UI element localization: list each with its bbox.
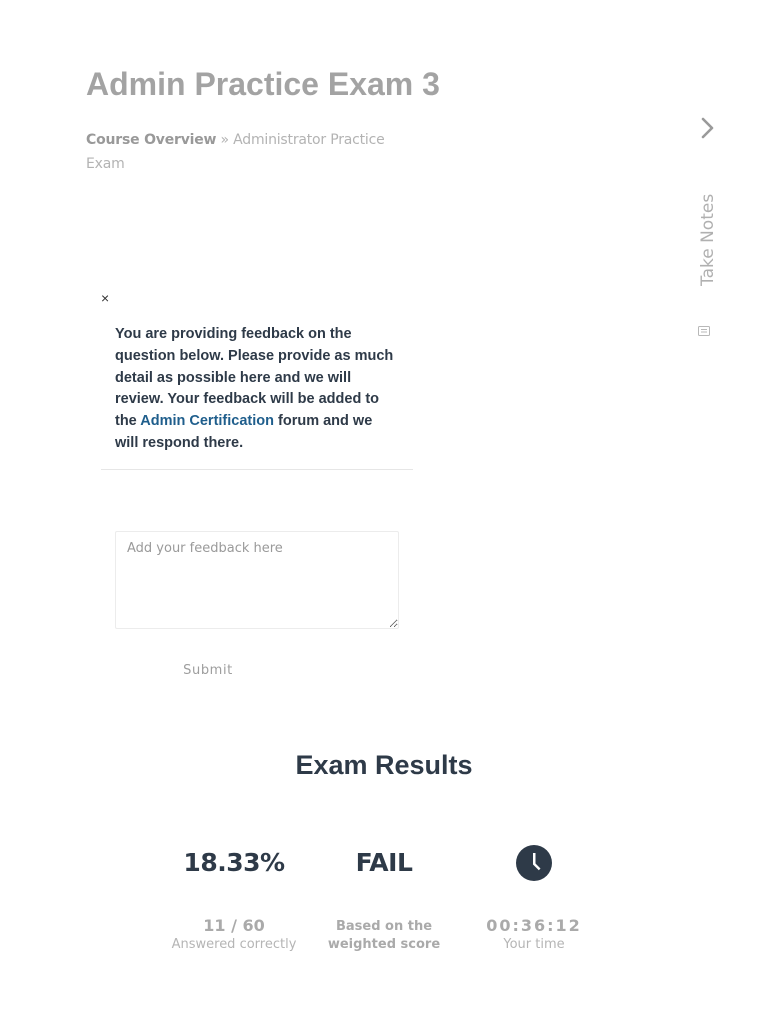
status-note-line1: Based on the bbox=[335, 919, 433, 934]
admin-certification-forum-link[interactable]: Admin Certification bbox=[140, 413, 274, 430]
status-note bbox=[309, 918, 459, 954]
time-stat bbox=[459, 840, 609, 954]
take-notes-toggle[interactable]: Take Notes bbox=[698, 193, 718, 286]
time-value: 00:36:12 bbox=[486, 916, 582, 935]
pass-fail-status: FAIL bbox=[355, 848, 413, 877]
time-label: Your time bbox=[503, 937, 565, 952]
modal-divider bbox=[101, 469, 413, 470]
feedback-message-start: You are providing feedback on the question below. Please provide as much detail as possible here and we will review. Your feedback will be added to the bbox=[115, 326, 394, 430]
feedback-message-end: forum and we will respond there. bbox=[115, 413, 373, 451]
submit-button[interactable]: Submit bbox=[170, 658, 246, 682]
correct-label: Answered correctly bbox=[171, 937, 297, 952]
breadcrumb-current: Administrator Practice Exam bbox=[86, 132, 385, 172]
breadcrumb-separator: » bbox=[216, 132, 234, 148]
correct-count: 11 / 60 bbox=[203, 916, 265, 935]
breadcrumb-course-overview-link[interactable]: Course Overview bbox=[86, 132, 217, 148]
score-percent: 18.33% bbox=[183, 848, 285, 877]
feedback-instructions bbox=[115, 324, 399, 455]
clock-icon-wrapper bbox=[459, 840, 609, 886]
notes-icon[interactable] bbox=[698, 323, 710, 333]
page-title: Admin Practice Exam 3 bbox=[86, 66, 440, 102]
status-note-line2: weighted score bbox=[327, 937, 441, 952]
status-stat bbox=[309, 840, 459, 954]
clock-icon bbox=[515, 844, 553, 897]
chevron-right-icon[interactable] bbox=[696, 114, 720, 142]
close-icon[interactable]: × bbox=[101, 290, 110, 306]
exam-results-title: Exam Results bbox=[295, 750, 473, 780]
score-stat bbox=[159, 840, 309, 954]
breadcrumb bbox=[86, 128, 386, 176]
feedback-textarea[interactable] bbox=[115, 531, 399, 629]
